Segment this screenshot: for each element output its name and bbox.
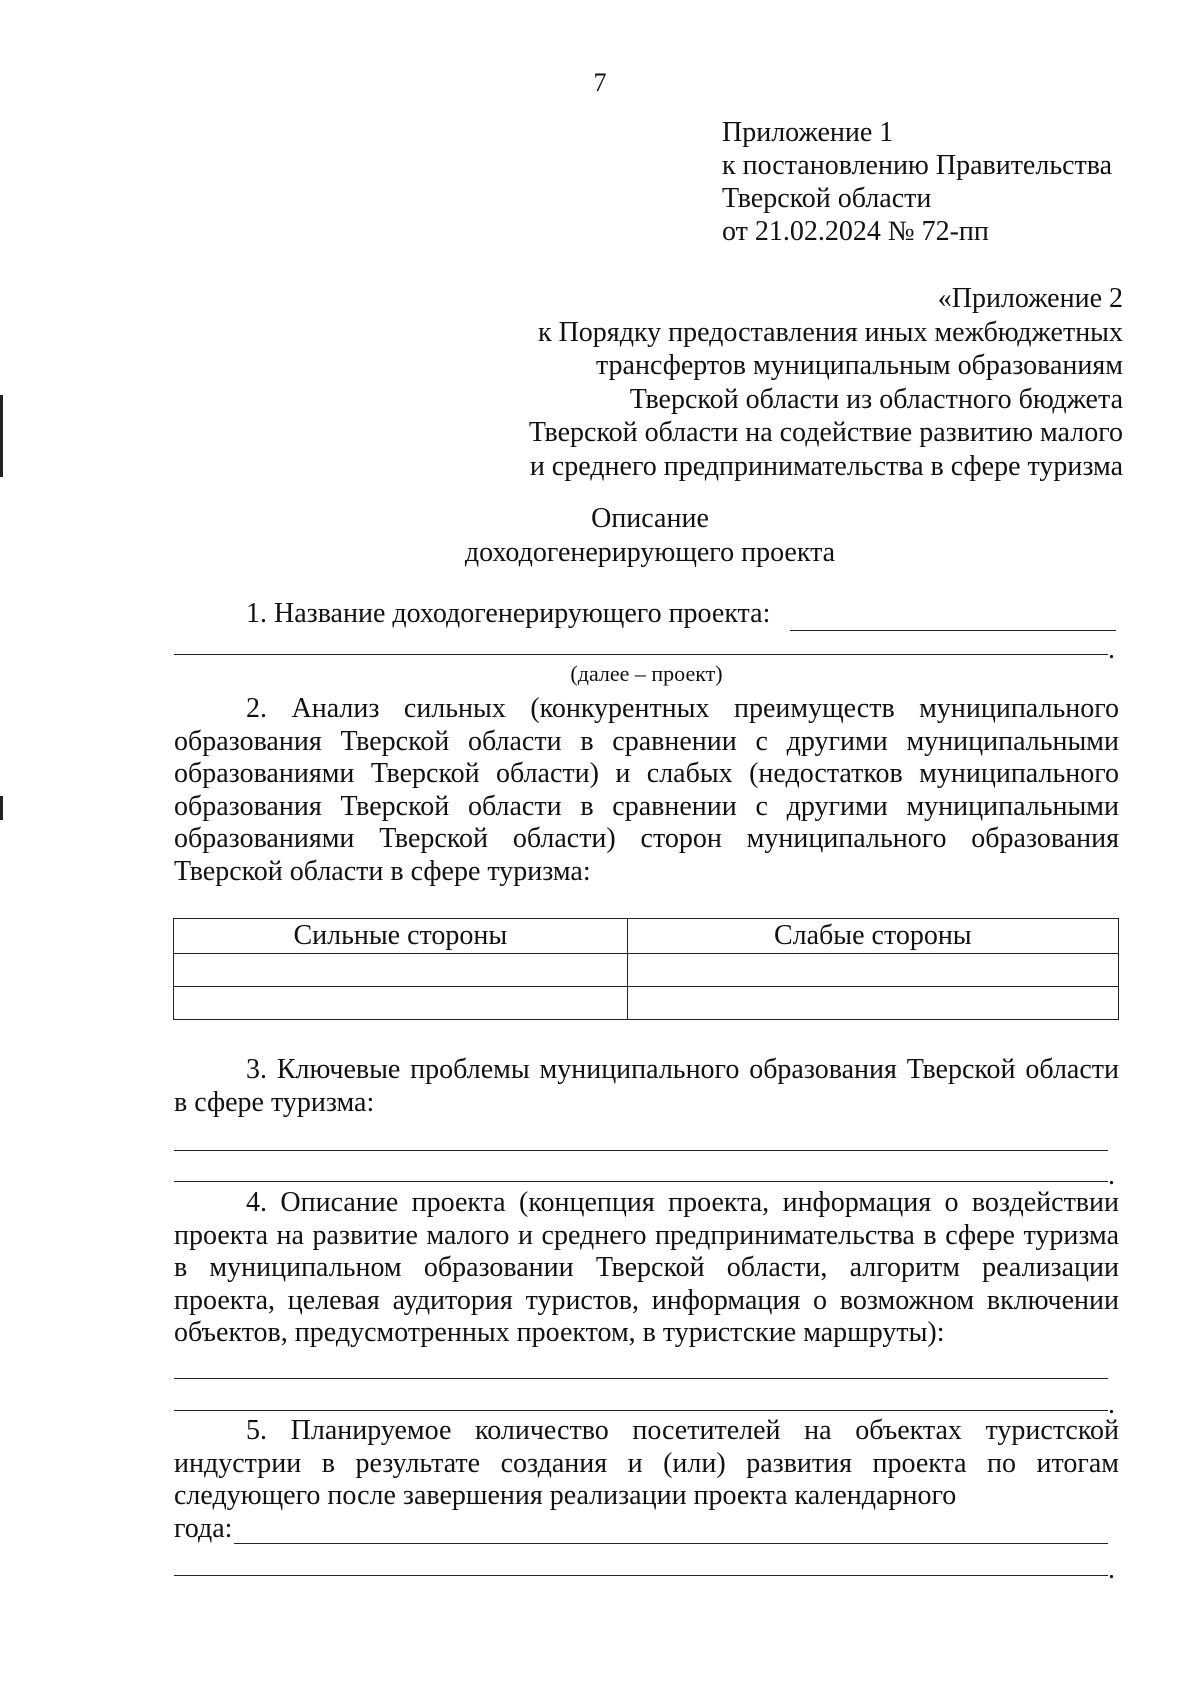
section-4-text: 4. Описание проекта (концепция проекта, информация о воздействии проекта на развитие малого и среднего предпринимательства в сфере туризма в муниципальном образовании Тверской области, алгоритм реализации проекта, целевая аудитория туристов, информация о возможном включении объектов, предусмотренных проектом, в туристские маршруты): (174, 1187, 1119, 1348)
appendix-1-line: Тверской области (722, 183, 932, 214)
section-5-last-word: года: (174, 1513, 233, 1544)
section-5-text: 5. Планируемое количество посетителей на объектах туристской индустрии в результате создания и (или) развития проекта по итогам следующего после завершения реализации проекта календарного (174, 1415, 1119, 1511)
table-row (174, 987, 1119, 1020)
page-number: 7 (593, 68, 607, 97)
table-header-weaknesses: Слабые стороны (627, 919, 1118, 954)
appendix-1-line: Приложение 1 (722, 117, 894, 148)
appendix-1-line: к постановлению Правительства (722, 150, 1113, 181)
table-header-strengths: Сильные стороны (174, 919, 628, 954)
appendix-2-line: Тверской области на содействие развитию малого (528, 417, 1123, 448)
appendix-2-line: «Приложение 2 (937, 283, 1123, 314)
title-line: доходогенерирующего проекта (464, 537, 836, 568)
section-1-note: (далее – проект) (570, 661, 723, 686)
project-name-field-line2[interactable] (174, 654, 1108, 655)
section-1-label: 1. Название доходогенерирующего проекта: (246, 598, 771, 629)
document-title (0, 502, 1200, 570)
strengths-weaknesses-table (173, 918, 1119, 1020)
title-line: Описание (591, 503, 709, 534)
appendix-2-header (440, 282, 1123, 483)
appendix-2-line: и среднего предпринимательства в сфере туризма (529, 450, 1123, 482)
appendix-2-line: Тверской области из областного бюджета (629, 383, 1123, 415)
appendix-1-header (722, 116, 1112, 248)
appendix-2-line: трансфертов муниципальным образованиям (595, 350, 1123, 381)
line-end-period: . (1108, 1554, 1115, 1585)
section-2-text: 2. Анализ сильных (конкурентных преимуществ муниципального образования Тверской области в сравнении с другими муниципальными образованиями Тверской области) и слабых (недостатков муниципального образования Тверской области в сравнении с другими муниципальными образованиями Тверской области) сторон муниципального образования Тверской области в сфере туризма: (174, 693, 1119, 887)
table-row (174, 954, 1119, 987)
table-cell-weakness[interactable] (627, 987, 1118, 1020)
section-3-text: 3. Ключевые проблемы муниципального образования Тверской области в сфере туризма: (174, 1054, 1119, 1118)
appendix-1-line: от 21.02.2024 № 72-пп (722, 216, 989, 247)
line-end-period: . (1108, 1160, 1115, 1191)
project-name-field[interactable] (790, 630, 1116, 631)
table-cell-weakness[interactable] (627, 954, 1118, 987)
scan-edge-mark (0, 395, 3, 477)
problems-field-line2[interactable] (174, 1181, 1108, 1182)
visitors-field-line1[interactable] (234, 1543, 1108, 1544)
line-end-period: . (1108, 634, 1115, 665)
visitors-field-line2[interactable] (174, 1575, 1108, 1576)
problems-field-line1[interactable] (174, 1150, 1108, 1151)
description-field-line1[interactable] (174, 1378, 1108, 1379)
table-cell-strength[interactable] (174, 954, 628, 987)
table-cell-strength[interactable] (174, 987, 628, 1020)
line-end-period: . (1108, 1389, 1115, 1420)
appendix-2-line: к Порядку предоставления иных межбюджетных (537, 316, 1123, 348)
scan-edge-mark (0, 796, 3, 820)
description-field-line2[interactable] (174, 1410, 1108, 1411)
